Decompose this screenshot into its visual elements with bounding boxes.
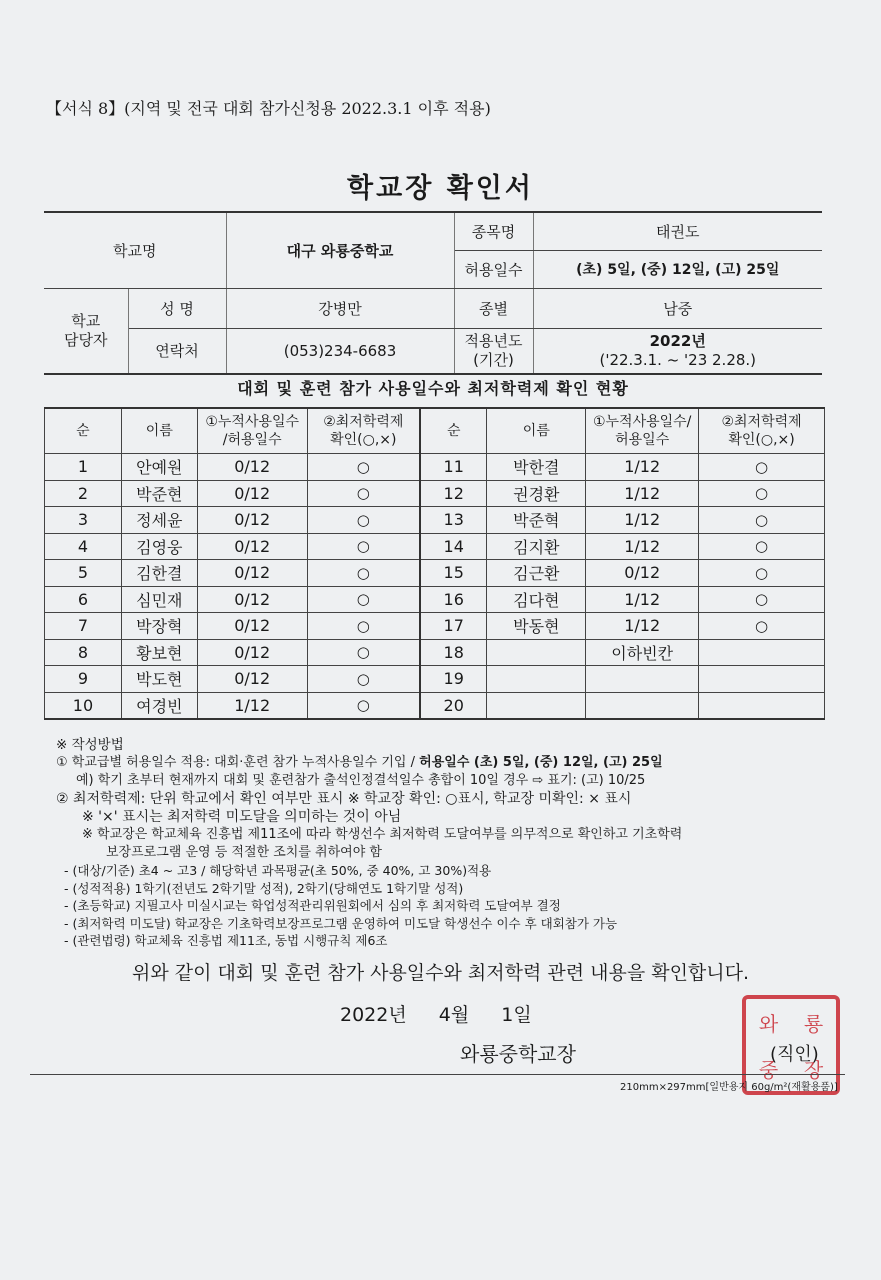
used-days: 0/12 xyxy=(197,507,307,534)
academic-check: ○ xyxy=(307,639,420,666)
note-bullet-2: - (성적적용) 1학기(전년도 2학기말 성적), 2학기(당해연도 1학기말 성적) xyxy=(64,880,464,896)
row-number: 14 xyxy=(420,533,487,560)
issue-date xyxy=(340,1000,558,1027)
status-row xyxy=(45,666,825,693)
status-row xyxy=(45,480,825,507)
student-name: 김지환 xyxy=(487,533,586,560)
used-days: 0/12 xyxy=(197,560,307,587)
manager-label: 학교 담당자 xyxy=(44,288,128,374)
academic-check: ○ xyxy=(699,454,825,481)
status-row xyxy=(45,560,825,587)
school-name-label: 학교명 xyxy=(44,212,226,288)
used-days: 1/12 xyxy=(197,692,307,719)
student-name: 김근환 xyxy=(487,560,586,587)
row-number: 12 xyxy=(420,480,487,507)
row-number: 7 xyxy=(45,613,122,640)
note-2: ② 최저학력제: 단위 학교에서 확인 여부만 표시 ※ 학교장 확인: ○표시, 학교장 미확인: × 표시 xyxy=(56,791,632,807)
principal-title: 와룡중학교장 xyxy=(460,1042,576,1066)
student-name: 김다현 xyxy=(487,586,586,613)
status-row xyxy=(45,454,825,481)
school-info-table xyxy=(44,211,822,375)
header-days-right: ①누적사용일수/ 허용일수 xyxy=(586,408,699,454)
header-check-right: ②최저학력제 확인(○,×) xyxy=(699,408,825,454)
row-number: 19 xyxy=(420,666,487,693)
date-day: 1일 xyxy=(501,1004,532,1026)
school-name-value: 대구 와룡중학교 xyxy=(226,212,454,288)
header-days: ①누적사용일수 /허용일수 xyxy=(197,408,307,454)
notes-heading: ※ 작성방법 xyxy=(56,737,124,753)
student-name xyxy=(487,639,586,666)
note-2-law-1: ※ 학교장은 학교체육 진흥법 제11조에 따라 학생선수 최저학력 도달여부를 의무적으로 확인하고 기초학력 xyxy=(82,827,683,842)
row-number: 4 xyxy=(45,533,122,560)
note-1-example: 예) 학기 초부터 현재까지 대회 및 훈련참가 출석인정결석일수 총합이 10일 경우 ⇨ 표기: (고) 10/25 xyxy=(76,773,646,788)
academic-check xyxy=(699,639,825,666)
student-name: 박동현 xyxy=(487,613,586,640)
academic-check: ○ xyxy=(307,666,420,693)
document-title: 학교장 확인서 xyxy=(347,173,534,204)
date-month: 4월 xyxy=(438,1004,470,1026)
student-name xyxy=(487,666,586,693)
used-days: 0/12 xyxy=(197,613,307,640)
academic-check: ○ xyxy=(307,507,420,534)
student-name: 김한결 xyxy=(121,560,197,587)
used-days: 0/12 xyxy=(197,586,307,613)
paper-spec-footer: 210mm×297mm[일반용지 60g/m²(재활용품)] xyxy=(620,1082,838,1093)
used-days xyxy=(586,692,699,719)
date-year: 2022년 xyxy=(340,1004,407,1026)
student-name: 황보현 xyxy=(121,639,197,666)
event-value: 태권도 xyxy=(533,212,822,250)
used-days: 1/12 xyxy=(586,613,699,640)
note-1: ① 학교급별 허용일수 적용: 대회·훈련 참가 누적사용일수 기입 / 허용일수 (초) 5일, (중) 12일, (고) 25일 xyxy=(56,755,663,770)
used-days: 1/12 xyxy=(586,454,699,481)
used-days: 1/12 xyxy=(586,586,699,613)
seal-note: (직인) xyxy=(770,1044,819,1065)
student-name: 여경빈 xyxy=(121,692,197,719)
academic-check: ○ xyxy=(699,507,825,534)
academic-check: ○ xyxy=(307,692,420,719)
header-name-right: 이름 xyxy=(487,408,586,454)
academic-check: ○ xyxy=(699,560,825,587)
used-days: 0/12 xyxy=(197,666,307,693)
row-number: 18 xyxy=(420,639,487,666)
academic-check xyxy=(699,692,825,719)
row-number: 13 xyxy=(420,507,487,534)
used-days: 0/12 xyxy=(586,560,699,587)
note-2-x: ※ '×' 표시는 최저학력 미도달을 의미하는 것이 아님 xyxy=(82,809,402,825)
academic-check: ○ xyxy=(307,560,420,587)
note-bullet-3: - (초등학교) 지필고사 미실시교는 학업성적관리위원회에서 심의 후 최저학력 도달여부 결정 xyxy=(64,898,561,913)
used-days: 0/12 xyxy=(197,533,307,560)
header-no-right: 순 xyxy=(420,408,487,454)
student-name: 권경환 xyxy=(487,480,586,507)
used-days: 0/12 xyxy=(197,480,307,507)
allowed-days-value: (초) 5일, (중) 12일, (고) 25일 xyxy=(533,250,822,288)
gender-value: 남중 xyxy=(533,288,822,328)
row-number: 16 xyxy=(420,586,487,613)
student-name: 박준혁 xyxy=(487,507,586,534)
used-days: 이하빈칸 xyxy=(586,639,699,666)
status-row xyxy=(45,692,825,719)
confirmation-statement: 위와 같이 대회 및 훈련 참가 사용일수와 최저학력 관련 내용을 확인합니다. xyxy=(131,962,750,984)
student-name xyxy=(487,692,586,719)
academic-check: ○ xyxy=(307,613,420,640)
used-days: 0/12 xyxy=(197,639,307,666)
used-days: 0/12 xyxy=(197,454,307,481)
allowed-days-label: 허용일수 xyxy=(454,250,533,288)
student-name: 정세윤 xyxy=(121,507,197,534)
academic-check: ○ xyxy=(699,533,825,560)
row-number: 11 xyxy=(420,454,487,481)
header-no: 순 xyxy=(45,408,122,454)
student-name: 박한결 xyxy=(487,454,586,481)
used-days: 1/12 xyxy=(586,507,699,534)
row-number: 17 xyxy=(420,613,487,640)
status-row xyxy=(45,639,825,666)
manager-name-label: 성 명 xyxy=(128,288,226,328)
academic-check: ○ xyxy=(699,613,825,640)
student-name: 김영웅 xyxy=(121,533,197,560)
student-name: 심민재 xyxy=(121,586,197,613)
academic-check: ○ xyxy=(699,586,825,613)
bottom-divider xyxy=(30,1074,845,1075)
year-value: 2022년 ('22.3.1. ~ '23 2.28.) xyxy=(533,328,822,374)
event-label: 종목명 xyxy=(454,212,533,250)
status-row xyxy=(45,613,825,640)
academic-check xyxy=(699,666,825,693)
row-number: 8 xyxy=(45,639,122,666)
manager-name-value: 강병만 xyxy=(226,288,454,328)
note-bullet-1: - (대상/기준) 초4 ~ 고3 / 해당학년 과목평균(초 50%, 중 40%, 고 30%)적용 xyxy=(64,863,492,878)
academic-check: ○ xyxy=(307,480,420,507)
row-number: 15 xyxy=(420,560,487,587)
year-label: 적용년도 (기간) xyxy=(454,328,533,374)
academic-check: ○ xyxy=(699,480,825,507)
note-bullet-4: - (최저학력 미도달) 학교장은 기초학력보장프로그램 운영하여 미도달 학생선수 이수 후 대회참가 가능 xyxy=(64,915,618,931)
row-number: 1 xyxy=(45,454,122,481)
student-name: 박준현 xyxy=(121,480,197,507)
student-name: 박장혁 xyxy=(121,613,197,640)
student-name: 안예원 xyxy=(121,454,197,481)
used-days xyxy=(586,666,699,693)
note-bullet-5: - (관련법령) 학교체육 진흥법 제11조, 동법 시행규칙 제6조 xyxy=(64,933,388,948)
academic-check: ○ xyxy=(307,586,420,613)
header-name: 이름 xyxy=(121,408,197,454)
used-days: 1/12 xyxy=(586,533,699,560)
student-name: 박도현 xyxy=(121,666,197,693)
note-2-law-2: 보장프로그램 운영 등 적절한 조치를 취하여야 함 xyxy=(106,845,382,860)
contact-label: 연락처 xyxy=(128,328,226,374)
academic-check: ○ xyxy=(307,454,420,481)
row-number: 6 xyxy=(45,586,122,613)
status-table xyxy=(44,407,825,720)
row-number: 3 xyxy=(45,507,122,534)
academic-check: ○ xyxy=(307,533,420,560)
gender-label: 종별 xyxy=(454,288,533,328)
official-seal: 와 룡 중 장 xyxy=(742,995,840,1095)
row-number: 9 xyxy=(45,666,122,693)
status-title: 대회 및 훈련 참가 사용일수와 최저학력제 확인 현황 xyxy=(237,379,629,398)
writing-instructions xyxy=(56,736,846,950)
row-number: 10 xyxy=(45,692,122,719)
header-check: ②최저학력제 확인(○,×) xyxy=(307,408,420,454)
row-number: 5 xyxy=(45,560,122,587)
form-label: 【서식 8】(지역 및 전국 대회 참가신청용 2022.3.1 이후 적용) xyxy=(46,99,491,118)
used-days: 1/12 xyxy=(586,480,699,507)
row-number: 20 xyxy=(420,692,487,719)
contact-value: (053)234-6683 xyxy=(226,328,454,374)
row-number: 2 xyxy=(45,480,122,507)
status-row xyxy=(45,507,825,534)
status-row xyxy=(45,533,825,560)
status-row xyxy=(45,586,825,613)
